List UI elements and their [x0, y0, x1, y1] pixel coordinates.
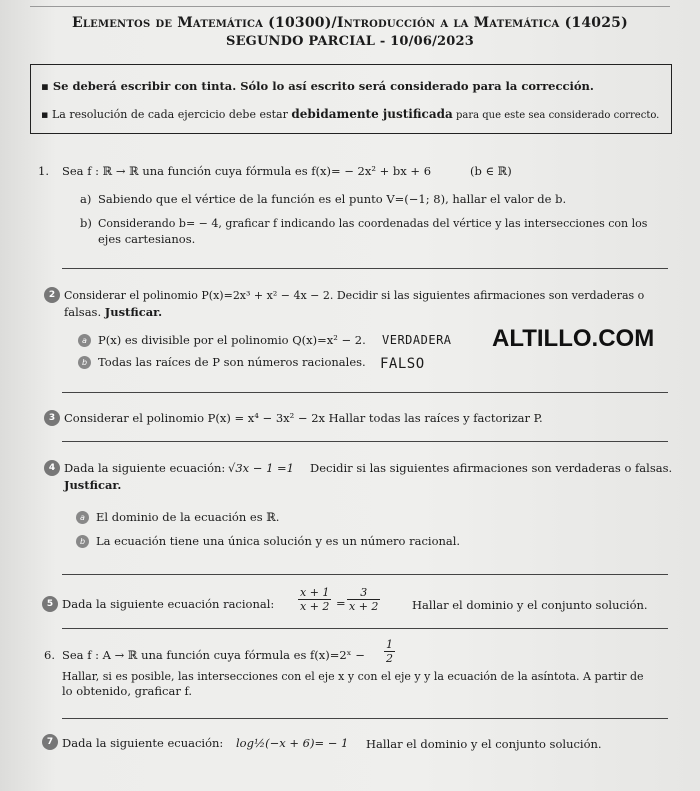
exam-subtitle: SEGUNDO PARCIAL - 10/06/2023 [225, 34, 475, 49]
ex4-stem-post: Decidir si las siguientes afirmaciones son verdaderas o falsas. [310, 461, 673, 475]
ex7-task: Hallar el dominio y el conjunto solución. [366, 737, 602, 751]
ex4-equation: √3x − 1 =1 [228, 461, 295, 475]
separator [62, 268, 668, 269]
ex5-frac1-num: x + 1 [300, 586, 330, 599]
ex1-number: 1. [38, 164, 49, 178]
ex5-fraction-right [347, 586, 380, 613]
ex6-line-3: lo obtenido, graficar f. [62, 684, 192, 698]
ex6-stem: Sea f : A → ℝ una función cuya fórmula es f(x)=2ˣ − [62, 648, 365, 662]
ex4-stem-pre: Dada la siguiente ecuación: [64, 461, 226, 475]
ex5-frac2-den: x + 2 [349, 600, 379, 613]
ex2-badge: 2 [44, 287, 60, 303]
exam-title: Elementos de Matemática (10300)/Introducción a la Matemática (14025) [72, 15, 628, 31]
ex1-a-text: Sabiendo que el vértice de la función es el punto V=(−1; 8), hallar el valor de b. [98, 192, 567, 206]
ex4-b-badge: b [76, 535, 89, 548]
ex2-b-badge: b [78, 356, 91, 369]
ex5-frac2-num: 3 [347, 586, 380, 600]
ex1-domain: (b ∈ ℝ) [470, 164, 512, 178]
instructions-box [30, 64, 672, 134]
instruction-1-text: Se deberá escribir con tinta. Sólo lo así escrito será considerado para la corrección. [52, 79, 594, 93]
ex2-a-text: P(x) es divisible por el polinomio Q(x)=x² − 2. [98, 333, 366, 347]
instruction-2-pre: La resolución de cada ejercicio debe estar [51, 108, 292, 121]
ex4-a-text: El dominio de la ecuación es ℝ. [96, 510, 280, 524]
ex4-justify: Justficar. [64, 478, 122, 492]
ex5-fraction-left [298, 586, 331, 613]
separator [62, 628, 668, 629]
ex2-b-answer: FALSO [380, 356, 425, 372]
ex5-task: Hallar el dominio y el conjunto solución. [412, 598, 648, 612]
ex2-stem-1: Considerar el polinomio P(x)=2x³ + x² − 4x − 2. Decidir si las siguientes afirmaciones son verdaderas o [64, 289, 645, 302]
top-rule [30, 6, 670, 7]
ex1-b-text-2: ejes cartesianos. [98, 232, 196, 246]
ex2-stem-2 [64, 305, 162, 320]
ex5-frac1-den: x + 2 [300, 600, 330, 613]
ex2-justify: Justficar. [104, 305, 163, 319]
ex7-stem: Dada la siguiente ecuación: [62, 736, 224, 750]
separator [62, 718, 668, 719]
ex7-equation: log½(−x + 6)= − 1 [236, 736, 349, 750]
separator [62, 441, 668, 442]
ex4-b-text: La ecuación tiene una única solución y es un número racional. [96, 534, 461, 548]
ex6-frac-den: 2 [386, 652, 393, 665]
instruction-2-post: para que este sea considerado correcto. [452, 110, 660, 121]
instruction-2: ▪ La resolución de cada ejercicio debe estar debidamente justificada para que este sea considerado correcto. [41, 107, 660, 121]
ex1-b-text-1: Considerando b= − 4, graficar f indicando las coordenadas del vértice y las intersecciones con los [98, 217, 648, 230]
ex2-a-answer: VERDADERA [382, 333, 452, 347]
ex5-stem: Dada la siguiente ecuación racional: [62, 597, 275, 611]
ex1-a-label: a) [80, 192, 92, 206]
ex1-b-label: b) [80, 216, 92, 230]
ex3-text: Considerar el polinomio P(x) = x⁴ − 3x² − 2x Hallar todas las raíces y factorizar P. [64, 411, 543, 425]
instruction-1: ▪ Se deberá escribir con tinta. Sólo lo así escrito será considerado para la corrección. [41, 79, 594, 93]
ex6-fraction [384, 638, 395, 665]
ex4-a-badge: a [76, 511, 89, 524]
ex6-frac-num: 1 [386, 638, 393, 651]
ex5-badge: 5 [42, 596, 58, 612]
ex6-number: 6. [44, 648, 55, 662]
instruction-2-bold: debidamente justificada [291, 107, 453, 121]
separator [62, 574, 668, 575]
ex2-stem-2-pre: falsas. [64, 305, 105, 319]
ex7-badge: 7 [42, 734, 58, 750]
ex2-b-text: Todas las raíces de P son números racionales. [98, 355, 366, 369]
watermark: ALTILLO.COM [492, 325, 655, 352]
ex5-equals: = [336, 596, 346, 610]
ex2-a-badge: a [78, 334, 91, 347]
ex4-badge: 4 [44, 460, 60, 476]
ex6-line-2: Hallar, si es posible, las intersecciones con el eje x y con el eje y y la ecuación de la asíntota. A partir de [62, 670, 644, 683]
ex3-badge: 3 [44, 410, 60, 426]
ex1-stem: Sea f : ℝ → ℝ una función cuya fórmula es f(x)= − 2x² + bx + 6 [62, 164, 432, 178]
separator [62, 392, 668, 393]
